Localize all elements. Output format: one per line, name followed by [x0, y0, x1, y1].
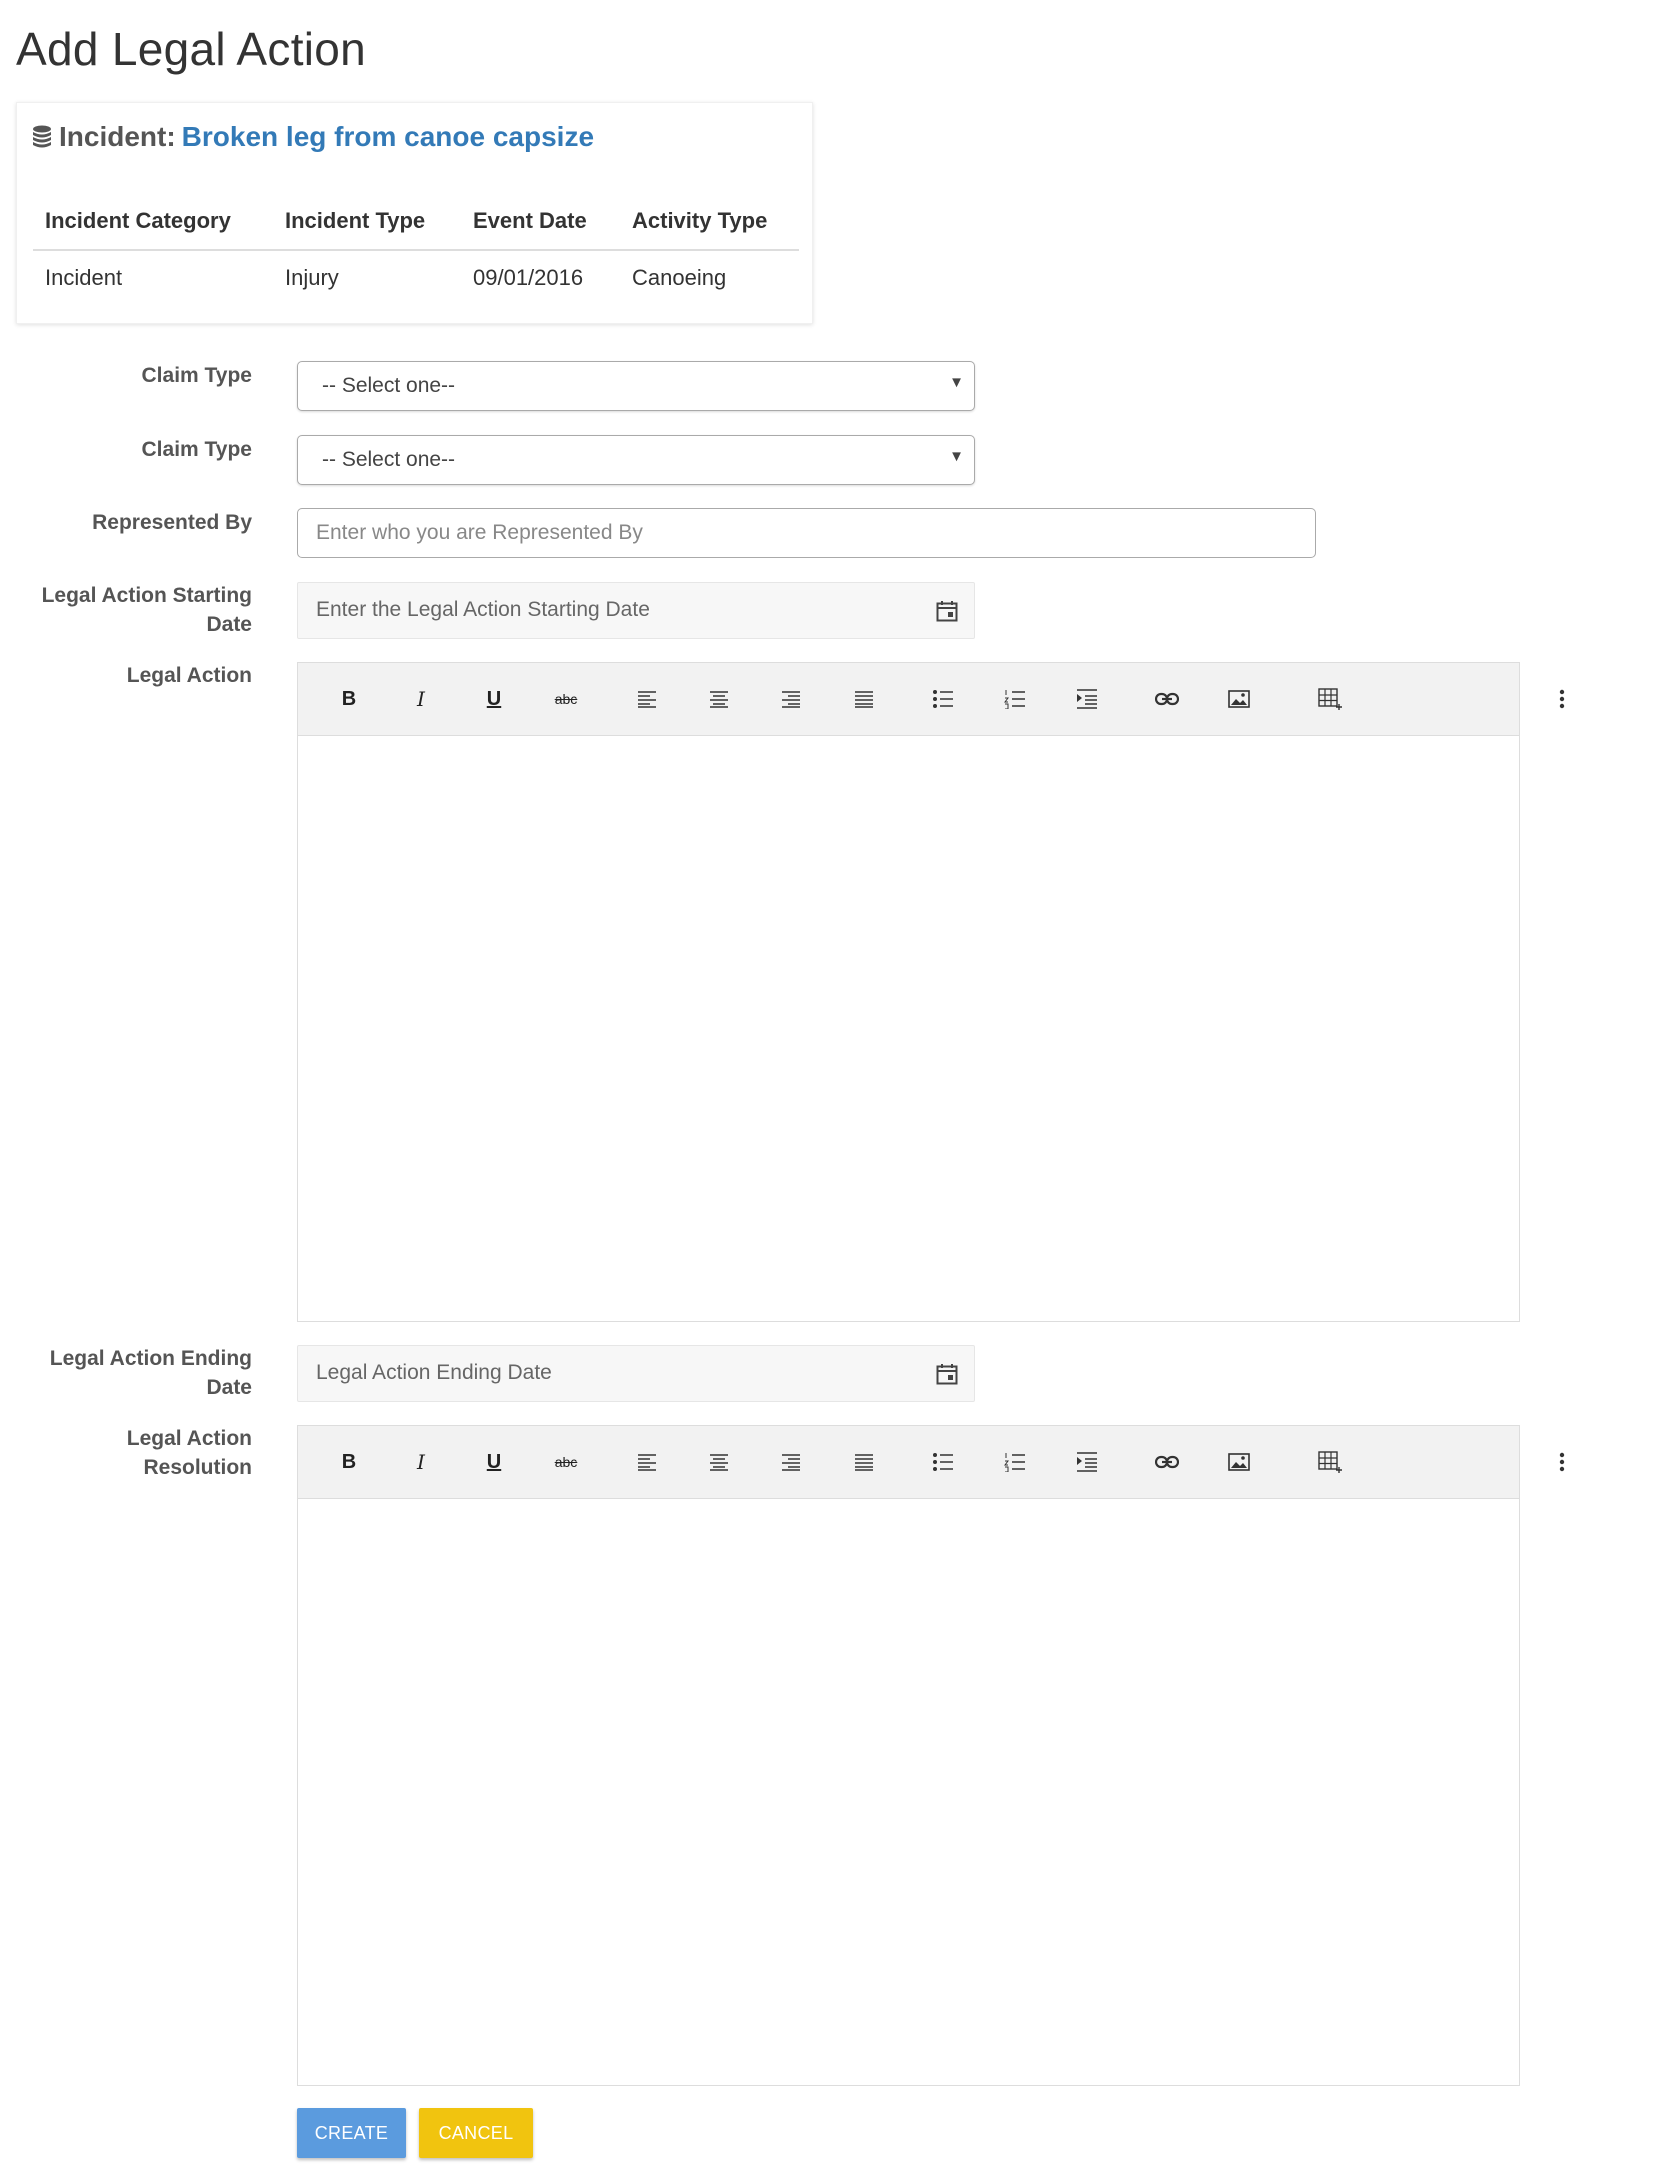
align-right-button[interactable] [776, 684, 806, 714]
image-button[interactable] [1224, 1447, 1254, 1477]
page-title: Add Legal Action [16, 23, 367, 75]
bullet-list-icon [932, 1452, 954, 1472]
claim-type-2-select[interactable] [297, 435, 975, 485]
cancel-button[interactable]: CANCEL [419, 2108, 533, 2158]
create-button[interactable]: CREATE [297, 2108, 406, 2158]
column-header: Event Date [461, 193, 620, 250]
justify-icon [854, 1453, 874, 1471]
dropdown-arrow-icon: ▼ [949, 448, 964, 465]
legal-action-content-area[interactable] [298, 736, 1519, 1322]
strikethrough-glyph: abc [554, 1454, 578, 1470]
start-date-label-line1: Legal Action Starting [41, 584, 252, 607]
underline-button[interactable] [479, 1447, 509, 1477]
table-button[interactable] [1315, 1447, 1345, 1477]
align-left-icon [637, 690, 657, 708]
start-date-label-line2: Date [206, 613, 252, 636]
numbered-list-button[interactable] [1000, 684, 1030, 714]
calendar-icon[interactable] [935, 1362, 959, 1386]
align-center-button[interactable] [704, 684, 734, 714]
bold-glyph: B [341, 1450, 357, 1473]
align-left-icon [637, 1453, 657, 1471]
link-button[interactable] [1152, 684, 1182, 714]
image-icon [1228, 690, 1250, 708]
link-icon [1155, 692, 1179, 706]
incident-card [16, 102, 813, 324]
end-date-label-line1: Legal Action Ending [49, 1347, 252, 1370]
resolution-label [12, 1424, 252, 1482]
claim-type-2-selected-value: -- Select one-- [322, 448, 456, 471]
represented-by-label: Represented By [92, 511, 252, 534]
more-options-button[interactable] [1547, 1447, 1577, 1477]
resolution-label-line2: Resolution [143, 1456, 252, 1479]
indent-icon [1076, 1452, 1098, 1472]
numbered-list-icon [1004, 1452, 1026, 1472]
image-icon [1228, 1453, 1250, 1471]
end-date-label [12, 1344, 252, 1402]
align-left-button[interactable] [632, 684, 662, 714]
bold-button[interactable] [334, 1447, 364, 1477]
numbered-list-button[interactable] [1000, 1447, 1030, 1477]
table-cell: Incident [45, 265, 123, 290]
link-icon [1155, 1455, 1179, 1469]
calendar-icon[interactable] [935, 599, 959, 623]
start-date-input[interactable] [297, 582, 975, 639]
incident-summary-table [33, 193, 799, 305]
table-button[interactable] [1315, 684, 1345, 714]
italic-glyph: I [417, 687, 425, 711]
bullet-list-button[interactable] [928, 1447, 958, 1477]
column-header: Incident Type [273, 193, 461, 250]
indent-button[interactable] [1072, 684, 1102, 714]
italic-button[interactable] [406, 684, 436, 714]
start-date-placeholder: Enter the Legal Action Starting Date [316, 598, 650, 621]
more-vertical-icon [1559, 1452, 1565, 1472]
represented-by-input[interactable] [297, 508, 1316, 558]
image-button[interactable] [1224, 684, 1254, 714]
table-cell: Canoeing [632, 265, 727, 290]
italic-glyph: I [417, 1450, 425, 1474]
table-icon [1318, 688, 1342, 710]
justify-button[interactable] [849, 1447, 879, 1477]
claim-type-label: Claim Type [141, 364, 252, 387]
align-right-button[interactable] [776, 1447, 806, 1477]
dropdown-arrow-icon: ▼ [949, 374, 964, 391]
indent-icon [1076, 689, 1098, 709]
legal-action-editor[interactable] [297, 662, 1520, 1322]
bullet-list-icon [932, 689, 954, 709]
underline-glyph: U [486, 687, 502, 710]
strikethrough-button[interactable] [551, 684, 581, 714]
align-center-button[interactable] [704, 1447, 734, 1477]
table-cell: 09/01/2016 [473, 265, 584, 290]
incident-prefix: Incident: [59, 121, 176, 152]
end-date-input[interactable] [297, 1345, 975, 1402]
align-center-icon [709, 1453, 729, 1471]
table-icon [1318, 1451, 1342, 1473]
end-date-label-line2: Date [206, 1376, 252, 1399]
align-left-button[interactable] [632, 1447, 662, 1477]
more-vertical-icon [1559, 689, 1565, 709]
italic-button[interactable] [406, 1447, 436, 1477]
more-options-button[interactable] [1547, 684, 1577, 714]
align-right-icon [781, 690, 801, 708]
editor-toolbar [298, 663, 1519, 736]
strikethrough-glyph: abc [554, 691, 578, 707]
database-icon [31, 124, 53, 150]
editor-toolbar [298, 1426, 1519, 1499]
numbered-list-icon [1004, 689, 1026, 709]
column-header: Incident Category [33, 193, 273, 250]
indent-button[interactable] [1072, 1447, 1102, 1477]
table-cell: Injury [285, 265, 339, 290]
resolution-content-area[interactable] [298, 1499, 1519, 2086]
align-center-icon [709, 690, 729, 708]
incident-heading [31, 121, 594, 153]
bold-button[interactable] [334, 684, 364, 714]
strikethrough-button[interactable] [551, 1447, 581, 1477]
incident-name-link[interactable]: Broken leg from canoe capsize [181, 121, 595, 152]
underline-button[interactable] [479, 684, 509, 714]
underline-glyph: U [486, 1450, 502, 1473]
start-date-label [12, 581, 252, 639]
column-header: Activity Type [620, 193, 799, 250]
align-right-icon [781, 1453, 801, 1471]
resolution-editor[interactable] [297, 1425, 1520, 2086]
justify-icon [854, 690, 874, 708]
bold-glyph: B [341, 687, 357, 710]
legal-action-label: Legal Action [126, 664, 252, 687]
justify-button[interactable] [849, 684, 879, 714]
link-button[interactable] [1152, 1447, 1182, 1477]
bullet-list-button[interactable] [928, 684, 958, 714]
claim-type-2-label: Claim Type [141, 438, 252, 461]
table-row [33, 250, 799, 305]
resolution-label-line1: Legal Action [126, 1427, 252, 1450]
claim-type-selected-value: -- Select one-- [322, 374, 456, 397]
claim-type-select[interactable] [297, 361, 975, 411]
end-date-placeholder: Legal Action Ending Date [316, 1361, 552, 1384]
